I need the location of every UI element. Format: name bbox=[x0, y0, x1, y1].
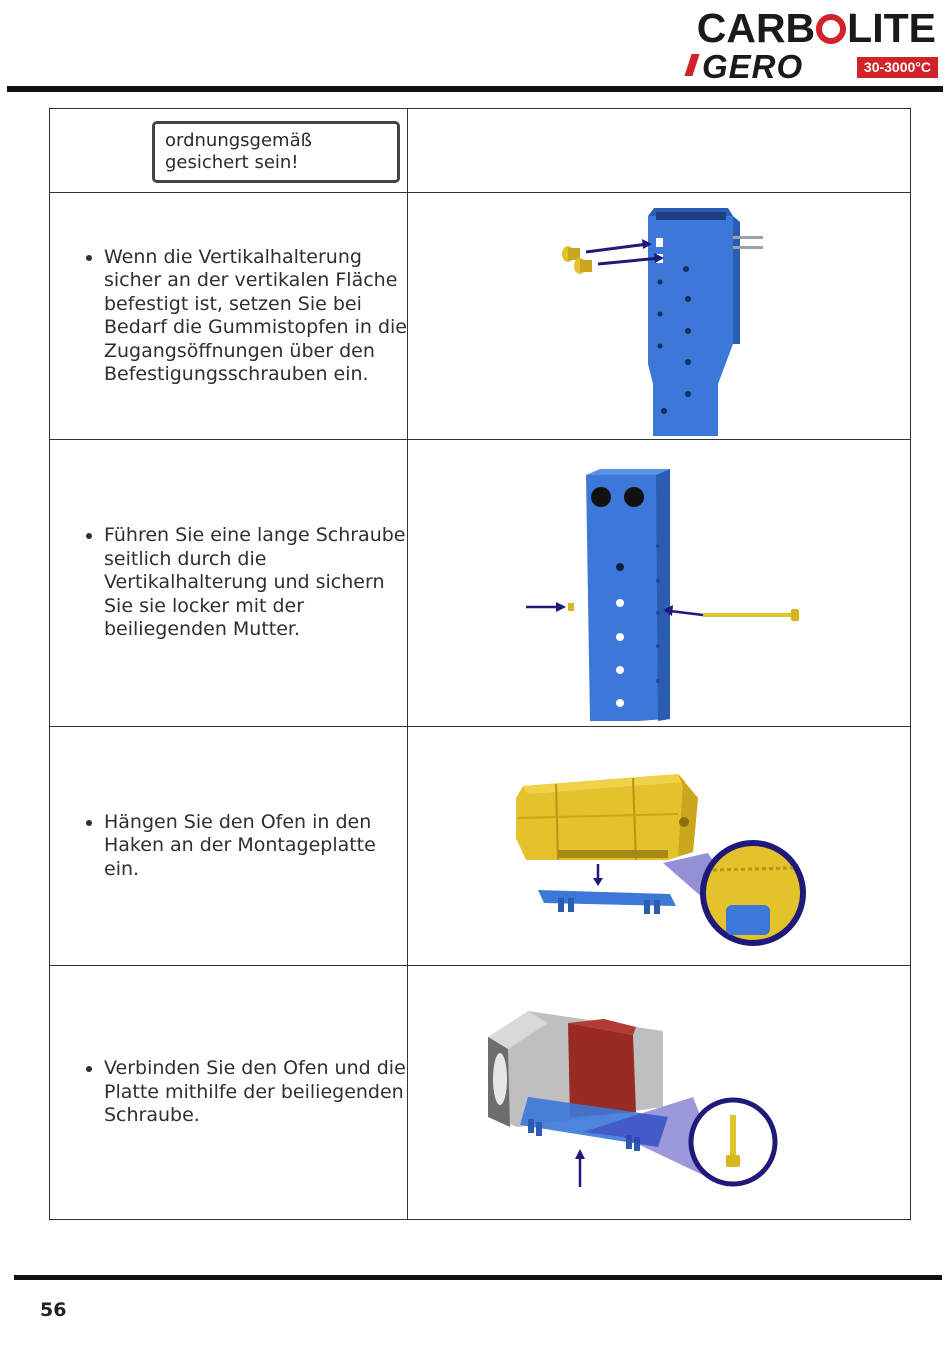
bracket-screw-illustration bbox=[408, 441, 908, 726]
bracket-plugs-illustration bbox=[408, 194, 908, 439]
step-text-cell bbox=[50, 193, 408, 440]
step-illustration-cell bbox=[408, 193, 911, 440]
logo-o-ring-icon bbox=[816, 14, 846, 44]
warning-box: ordnungsgemäß gesichert sein! bbox=[152, 121, 400, 183]
table-row bbox=[50, 966, 911, 1220]
empty-cell bbox=[408, 109, 911, 193]
step-instruction: • Wenn die Vertikalhalterung sicher an der vertikalen Fläche befestigt ist, setzen Sie bei Bedarf die Gummistopfen in die Zugangsöffnungen über den Befestigungsschrauben ein. bbox=[104, 246, 407, 387]
table-row bbox=[50, 727, 911, 966]
table-row bbox=[50, 109, 911, 193]
step-illustration-cell bbox=[408, 966, 911, 1220]
table-row bbox=[50, 193, 911, 440]
table-row bbox=[50, 440, 911, 727]
step-instruction: • Verbinden Sie den Ofen und die Platte mithilfe der beiliegenden Schraube. bbox=[104, 1057, 407, 1128]
warning-cell bbox=[50, 109, 408, 193]
step-illustration-cell bbox=[408, 440, 911, 727]
step-illustration-cell bbox=[408, 727, 911, 966]
step-text-cell bbox=[50, 727, 408, 966]
footer-rule bbox=[14, 1275, 942, 1280]
step-text-cell bbox=[50, 966, 408, 1220]
page-number: 56 bbox=[40, 1299, 67, 1321]
step-text-cell bbox=[50, 440, 408, 727]
logo-wordmark: CARB LITE bbox=[696, 5, 936, 51]
temperature-badge: 30-3000°C bbox=[857, 57, 938, 78]
header-rule bbox=[7, 86, 943, 92]
step-instruction: • Hängen Sie den Ofen in den Haken an der Montageplatte ein. bbox=[104, 811, 407, 882]
carbolite-gero-logo bbox=[678, 6, 938, 88]
oven-screw-illustration bbox=[408, 967, 908, 1219]
oven-hanging-illustration bbox=[408, 728, 908, 965]
logo-gero: GERO bbox=[688, 50, 803, 83]
instruction-table bbox=[49, 108, 911, 1220]
step-instruction: • Führen Sie eine lange Schraube seitlich durch die Vertikalhalterung und sichern Sie sie locker mit der beiliegenden Mutter. bbox=[104, 524, 407, 642]
